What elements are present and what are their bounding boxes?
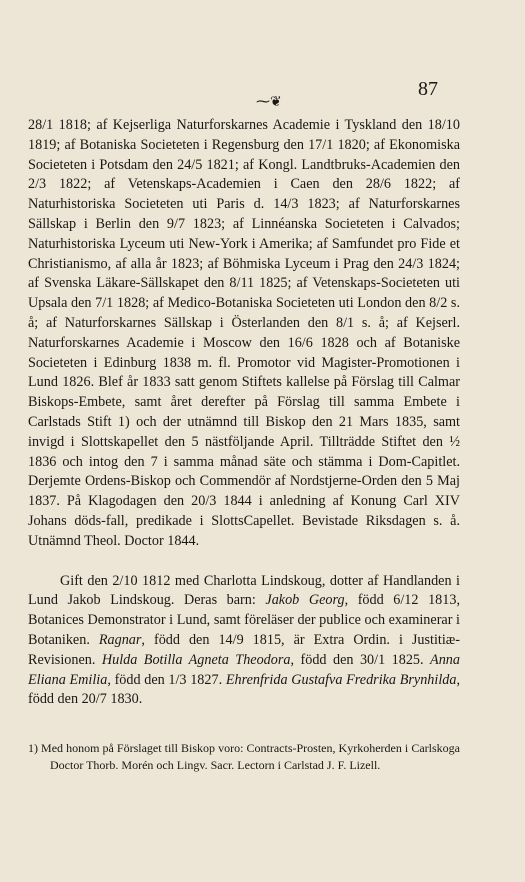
child-text-ragnar: , född den 14/9 1815, är Extra Ordin. i Justitiæ-Revisionen. [28, 631, 460, 668]
child-text-ehrenfrida: , född den 20/7 1830. [28, 671, 460, 708]
page-number: 87 [418, 78, 438, 100]
child-text-jakob-georg: , född 6/12 1813, Botanices Demonstrator i Lund, samt föreläser der publice och examinerar i Botaniken. [28, 592, 460, 648]
child-name-jakob-georg: Jakob Georg [265, 592, 345, 609]
family-intro: Gift den 2/10 1812 med Charlotta Lindskoug, dotter af Handlanden i Lund Jakob Lindskoug. Deras barn: [28, 572, 460, 609]
paragraph-family [28, 572, 460, 711]
ornament-glyph: ⁓❦ [256, 94, 282, 110]
child-text-hulda: , född den 30/1 1825. [290, 651, 431, 668]
child-name-anna: Anna Eliana Emilia [28, 651, 460, 688]
paragraph-gap [28, 552, 460, 572]
body-text [28, 116, 460, 774]
child-name-ehrenfrida: Ehrenfrida Gustafva Fredrika Brynhilda [225, 671, 457, 688]
footnote: 1) Med honom på Förslaget till Biskop voro: Contracts-Prosten, Kyrkoherden i Carlskoga Doctor Thorb. Morén och Lingv. Sacr. Lectorn i Carlstad J. F. Lizell. [28, 741, 460, 773]
child-text-anna: , född den 1/3 1827. [107, 671, 226, 688]
child-name-hulda: Hulda Botilla Agneta Theodora [101, 651, 291, 668]
child-name-ragnar: Ragnar [98, 631, 142, 648]
paragraph-biography: 28/1 1818; af Kejserliga Naturforskarnes Academie i Tyskland den 18/10 1819; af Botaniska Societeten i Regensburg den 17/1 1820; af Ekonomiska Societeten i Potsdam den 24/5 1821; af Kongl. Landtbruks-Academien den 2/3 1822; af Vetenskaps-Academien i Caen den 28/6 1822; af Naturhistoriska Societeten uti Paris d. 14/3 1823; af Naturforskarnes Sällskap i Berlin den 9/7 1823; af Linnéanska Societeten i Calvados; Naturhistoriska Lyceum uti New-York i Amerika; af Samfundet pro Fide et Christianismo, af alla år 1823; af Böhmiska Lyceum i Prag den 24/3 1824; af Svenska Läkare-Sällskapet den 8/11 1825; af Vetenskaps-Societeten uti Upsala den 7/1 1828; af Medico-Botaniska Societeten uti London den 8/2 s. å; af Naturforskarnes Sällskap i Österlanden den 8/1 s. å; af Kejserl. Naturforskarnes Academie i Moscow den 16/6 1828 och af Botaniske Societeten i Edinburg 1838 m. fl. Promotor vid Magister-Promotionen i Lund 1826. Blef år 1833 satt genom Stiftets kallelse på Förslag till Calmar Biskops-Embete, samt året derefter på Förslag till samma Embete i Carlstads Stift 1) och der utnämnd till Biskop den 21 Mars 1835, samt invigd i Slottskapellet den 5 nästföljande April. Tillträdde Stiftet den ½ 1836 och intog den 7 i samma månad säte och stämma i Dom-Capitlet. Derjemte Ordens-Biskop och Commendör af Nordstjerne-Orden den 5 Maj 1837. På Klagodagen den 20/3 1844 i anledning af Konung Carl XIV Johans döds-fall, predikade i SlottsCapellet. Bevistade Riksdagen s. å. Utnämnd Theol. Doctor 1844. [28, 117, 460, 549]
